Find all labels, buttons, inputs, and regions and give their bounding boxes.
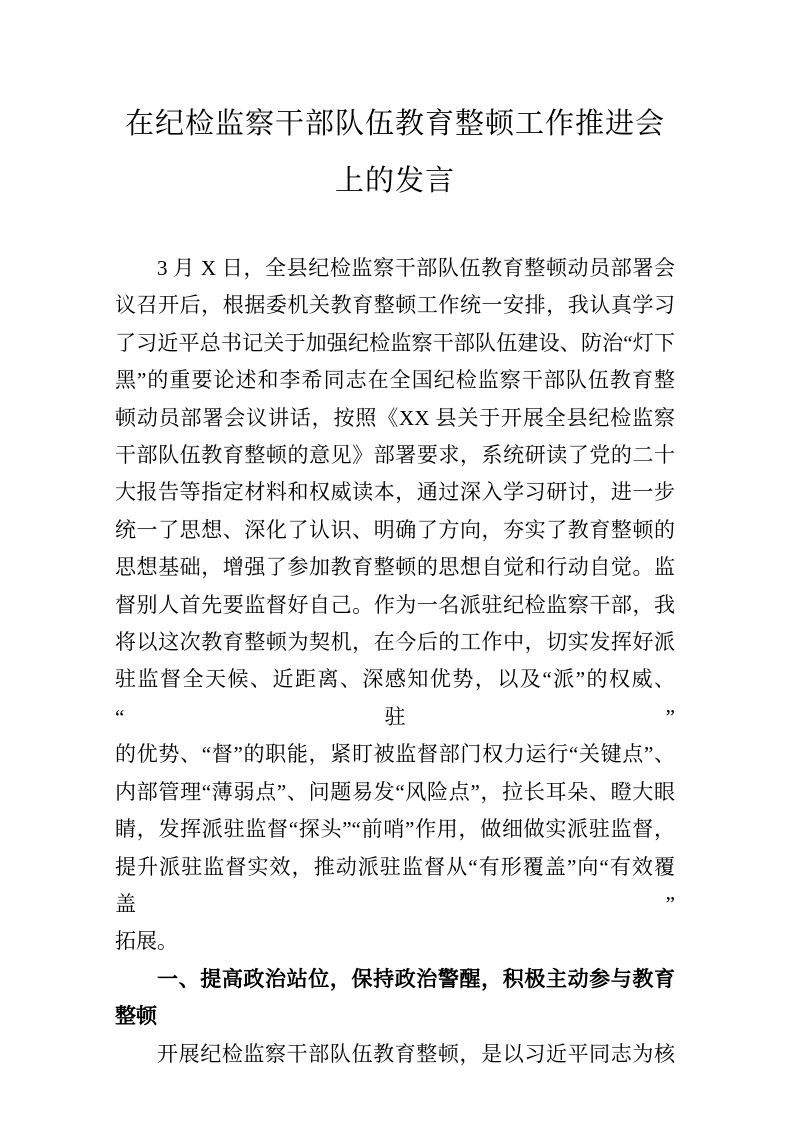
text-line: 开展纪检监察干部队伍教育整顿，是以习近平同志为核 bbox=[157, 1041, 675, 1066]
text-line: 议召开后，根据委机关教育整顿工作统一安排，我认真学习 bbox=[115, 293, 675, 318]
text-line: 督别人首先要监督好自己。作为一名派驻纪检监察干部，我 bbox=[115, 592, 675, 617]
document-title bbox=[115, 96, 675, 210]
text-line: 内部管理“薄弱点”、问题易发“风险点”，拉长耳朵、瞪大眼 bbox=[115, 779, 675, 804]
document-body bbox=[115, 250, 675, 1073]
text-line: 思想基础，增强了参加教育整顿的思想自觉和行动自觉。监 bbox=[115, 555, 675, 580]
text-line: 统一了思想、深化了认识、明确了方向，夯实了教育整顿的 bbox=[115, 517, 675, 542]
text-line: 3 月 X 日，全县纪检监察干部队伍教育整顿动员部署会 bbox=[157, 256, 675, 280]
text-line: 大报告等指定材料和权威读本，通过深入学习研讨，进一步 bbox=[115, 480, 675, 505]
text-line: 一、提高政治站位，保持政治警醒，积极主动参与教育 bbox=[157, 967, 675, 991]
text-line: 顿动员部署会议讲话，按照《XX 县关于开展全县纪检监察 bbox=[115, 405, 675, 430]
text-line: 黑”的重要论述和李希同志在全国纪检监察干部队伍教育整 bbox=[115, 368, 675, 393]
text-line: 提升派驻监督实效，推动派驻监督从“有形覆盖”向“有效覆盖” bbox=[115, 854, 675, 916]
section-heading bbox=[115, 961, 675, 1036]
text-line: 干部队伍教育整顿的意见》部署要求，系统研读了党的二十 bbox=[115, 443, 675, 468]
text-line: 了习近平总书记关于加强纪检监察干部队伍建设、防治“灯下 bbox=[115, 330, 675, 355]
text-line: 拓展。 bbox=[115, 929, 178, 954]
text-line: 睛，发挥派驻监督“探头”“前哨”作用，做细做实派驻监督， bbox=[115, 817, 675, 842]
paragraph bbox=[115, 250, 675, 961]
document-title-line-2: 上的发言 bbox=[334, 165, 455, 197]
paragraph bbox=[115, 1036, 675, 1073]
text-line: 驻监督全天候、近距离、深感知优势，以及“派”的权威、“驻” bbox=[115, 667, 675, 729]
text-line: 整顿 bbox=[115, 1005, 157, 1029]
text-line: 将以这次教育整顿为契机，在今后的工作中，切实发挥好派 bbox=[115, 630, 675, 655]
text-line: 的优势、“督”的职能，紧盯被监督部门权力运行“关键点”、 bbox=[115, 742, 675, 767]
document-title-line-1: 在纪检监察干部队伍教育整顿工作推进会 bbox=[124, 108, 665, 140]
